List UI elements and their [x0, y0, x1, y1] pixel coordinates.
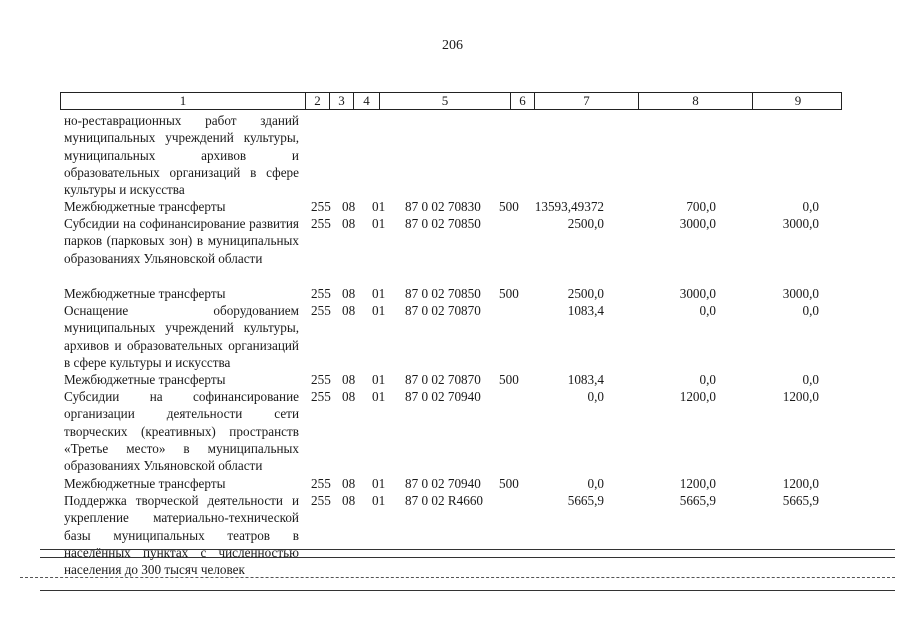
cell-c3: 08 [342, 303, 356, 318]
page-number: 206 [442, 38, 463, 53]
header-col-3: 3 [330, 93, 354, 109]
row-description: но-реставрационных работ зданий муниципальных учреждений культуры, муниципальных архивов и образовательных организаций в сфере культуры и искусства [64, 113, 299, 198]
cell-c7: 2500,0 [567, 286, 604, 301]
cell-c8: 5665,9 [679, 493, 716, 508]
header-col-6: 6 [511, 93, 535, 109]
cell-c6: 500 [499, 372, 519, 387]
cell-c9: 5665,9 [782, 493, 819, 508]
cell-c2: 255 [311, 216, 331, 231]
cell-c8: 3000,0 [679, 216, 716, 231]
cell-c4: 01 [372, 476, 386, 491]
table-header [60, 92, 842, 110]
cell-c2: 255 [311, 372, 331, 387]
row-description: Межбюджетные трансферты [64, 199, 226, 214]
crease-line [20, 577, 895, 578]
row-description: Оснащение оборудованием муниципальных учреждений культуры, архивов и образовательных организаций в сфере культуры и искусства [64, 303, 299, 370]
row-description: Межбюджетные трансферты [64, 476, 226, 491]
header-col-9: 9 [794, 93, 802, 108]
header-col-4: 4 [354, 93, 380, 109]
cell-c8: 1200,0 [679, 476, 716, 491]
crease-line [40, 557, 895, 558]
cell-c2: 255 [311, 476, 331, 491]
cell-c9: 1200,0 [782, 389, 819, 404]
cell-c7: 1083,4 [567, 372, 604, 387]
cell-c9: 0,0 [802, 303, 819, 318]
cell-c9: 3000,0 [782, 216, 819, 231]
cell-c8: 0,0 [699, 372, 716, 387]
cell-c9: 0,0 [802, 199, 819, 214]
cell-c3: 08 [342, 476, 356, 491]
cell-c2: 255 [311, 389, 331, 404]
cell-c6: 500 [499, 476, 519, 491]
cell-c3: 08 [342, 389, 356, 404]
cell-c5: 87 0 02 70850 [405, 286, 481, 301]
cell-c5: 87 0 02 70850 [405, 216, 481, 231]
cell-c3: 08 [342, 199, 356, 214]
header-col-8: 8 [639, 93, 753, 109]
cell-c5: 87 0 02 70830 [405, 199, 481, 214]
header-col-1: 1 [61, 93, 306, 109]
cell-c9: 1200,0 [782, 476, 819, 491]
cell-c3: 08 [342, 216, 356, 231]
cell-c9: 3000,0 [782, 286, 819, 301]
cell-c4: 01 [372, 493, 386, 508]
row-description: Поддержка творческой деятельности и укрепление материально-технической базы муниципальных театров в населённых пунктах с численностью населения до 300 тысяч человек [64, 493, 299, 578]
cell-c7: 0,0 [587, 476, 604, 491]
row-description: Субсидии на софинансирование развития парков (парковых зон) в муниципальных образованиях Ульяновской области [64, 216, 299, 266]
crease-line [40, 549, 895, 550]
row-description: Субсидии на софинансирование организации деятельности сети творческих (креативных) пространств «Третье место» в муниципальных образованиях Ульяновской области [64, 389, 299, 474]
cell-c5: 87 0 02 R4660 [405, 493, 484, 508]
cell-c9: 0,0 [802, 372, 819, 387]
cell-c3: 08 [342, 286, 356, 301]
cell-c3: 08 [342, 372, 356, 387]
crease-line [40, 590, 895, 591]
header-col-2: 2 [306, 93, 330, 109]
cell-c5: 87 0 02 70940 [405, 389, 481, 404]
cell-c7: 5665,9 [567, 493, 604, 508]
cell-c5: 87 0 02 70870 [405, 303, 481, 318]
header-col-5: 5 [380, 93, 511, 109]
row-description: Межбюджетные трансферты [64, 372, 226, 387]
cell-c5: 87 0 02 70870 [405, 372, 481, 387]
cell-c4: 01 [372, 216, 386, 231]
cell-c2: 255 [311, 493, 331, 508]
cell-c4: 01 [372, 389, 386, 404]
cell-c6: 500 [499, 199, 519, 214]
row-description: Межбюджетные трансферты [64, 286, 226, 301]
cell-c8: 1200,0 [679, 389, 716, 404]
cell-c7: 0,0 [587, 389, 604, 404]
cell-c7: 1083,4 [567, 303, 604, 318]
cell-c8: 0,0 [699, 303, 716, 318]
cell-c4: 01 [372, 199, 386, 214]
cell-c5: 87 0 02 70940 [405, 476, 481, 491]
cell-c3: 08 [342, 493, 356, 508]
cell-c7: 13593,49372 [534, 199, 604, 214]
cell-c2: 255 [311, 303, 331, 318]
cell-c4: 01 [372, 372, 386, 387]
cell-c7: 2500,0 [567, 216, 604, 231]
cell-c8: 700,0 [686, 199, 716, 214]
cell-c8: 3000,0 [679, 286, 716, 301]
header-col-7: 7 [535, 93, 639, 109]
cell-c2: 255 [311, 286, 331, 301]
cell-c4: 01 [372, 286, 386, 301]
cell-c2: 255 [311, 199, 331, 214]
cell-c4: 01 [372, 303, 386, 318]
cell-c6: 500 [499, 286, 519, 301]
